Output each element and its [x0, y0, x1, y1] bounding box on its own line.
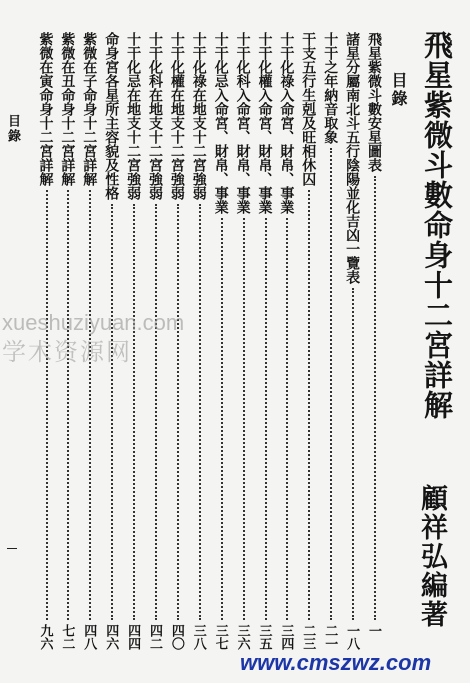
toc-dot-leader — [286, 218, 288, 620]
toc-entry-title: 十干化忌在地支十二宮強弱 — [125, 32, 142, 200]
toc-entry-title: 十干之年納音取象 — [322, 32, 339, 144]
toc-entry — [169, 32, 191, 658]
toc-entry-title: 紫微在寅命身十二宮詳解 — [37, 32, 54, 186]
toc-dot-leader — [133, 204, 135, 620]
toc-entry-page: 二三 — [300, 624, 316, 650]
toc-entry — [235, 32, 257, 658]
toc-dot-leader — [308, 190, 310, 620]
toc-dot-leader — [352, 288, 354, 620]
toc-entry-page: 三七 — [212, 624, 228, 650]
toc-entry-title: 紫微在丑命身十二宮詳解 — [59, 32, 76, 186]
toc-entry-page: 三八 — [190, 624, 206, 650]
toc-entry-page: 四〇 — [168, 624, 184, 650]
toc-dot-leader — [374, 176, 376, 620]
toc-entry — [191, 32, 213, 658]
toc-dot-leader — [199, 204, 201, 620]
toc-entry-page: 七二 — [59, 624, 75, 650]
toc-entry-title: 干支五行生剋及旺相休囚 — [300, 32, 317, 186]
toc-entry — [300, 32, 322, 658]
toc-entry — [366, 32, 388, 658]
toc-entry-title: 十干化科在地支十二宮強弱 — [147, 32, 163, 200]
page-folio-mark — [7, 548, 17, 549]
toc-entry-title: 命身宮各星所主容貌及性格 — [103, 32, 120, 200]
toc-heading: 目錄 — [389, 72, 408, 108]
toc-dot-leader — [330, 148, 332, 620]
toc-entry-title: 十干化權入命宮、財帛、事業 — [256, 32, 273, 214]
toc-entry — [213, 32, 235, 658]
toc-entry-page: 二一 — [322, 624, 338, 650]
toc-entry-title: 十干化祿入命宮、財帛、事業 — [278, 32, 295, 214]
toc-entry-page: 一 — [366, 624, 381, 637]
toc-entry-page: 一八 — [344, 624, 360, 650]
toc-entry-title: 飛星紫微斗數安星圖表 — [366, 32, 382, 172]
toc-entry-page: 四二 — [147, 624, 162, 650]
toc-dot-leader — [177, 204, 179, 620]
toc-entry-title: 十干化忌入命宮、財帛、事業 — [212, 32, 229, 214]
toc-entry-title: 十干化權在地支十二宮強弱 — [168, 32, 185, 200]
author-credit: 顧祥弘編著 — [416, 484, 447, 629]
toc-entry — [257, 32, 279, 658]
toc-entry-title: 十干化科入命宮、財帛、事業 — [234, 32, 251, 214]
margin-running-title: 目錄 — [5, 114, 20, 144]
toc-entry-page: 三五 — [256, 624, 272, 650]
toc-dot-leader — [67, 190, 69, 620]
toc-dot-leader — [111, 204, 113, 620]
toc-entry-page: 三六 — [234, 624, 250, 650]
toc-entry-title: 紫微在子命身十二宮詳解 — [81, 32, 98, 186]
site-watermark-link[interactable]: www.cmszwz.com — [240, 650, 432, 675]
toc-dot-leader — [265, 218, 267, 620]
toc-entry — [322, 32, 344, 658]
toc-dot-leader — [46, 190, 48, 620]
toc-entry-title: 十干化祿在地支十二宮強弱 — [190, 32, 207, 200]
toc-entry-title: 諸星分屬南北斗五行陰陽並化吉凶一覽表 — [344, 32, 361, 284]
toc-dot-leader — [243, 218, 245, 620]
toc-entry-page: 四六 — [103, 624, 119, 650]
watermark-site-name: 学术资源网 — [2, 338, 132, 366]
toc-entry-page: 九六 — [37, 624, 53, 650]
toc-entry-page: 四四 — [125, 624, 141, 650]
toc-entry-page: 四八 — [81, 624, 97, 650]
toc-dot-leader — [155, 204, 157, 620]
toc-entry-page: 三四 — [278, 624, 294, 650]
toc-entry — [278, 32, 300, 658]
watermark-url: xueshuziyuan.com — [2, 310, 185, 335]
toc-dot-leader — [221, 218, 223, 620]
book-title: 飛星紫微斗數命身十二宮詳解 — [420, 30, 454, 420]
toc-dot-leader — [89, 190, 91, 620]
toc-entry — [147, 32, 169, 658]
toc-entry — [344, 32, 366, 658]
